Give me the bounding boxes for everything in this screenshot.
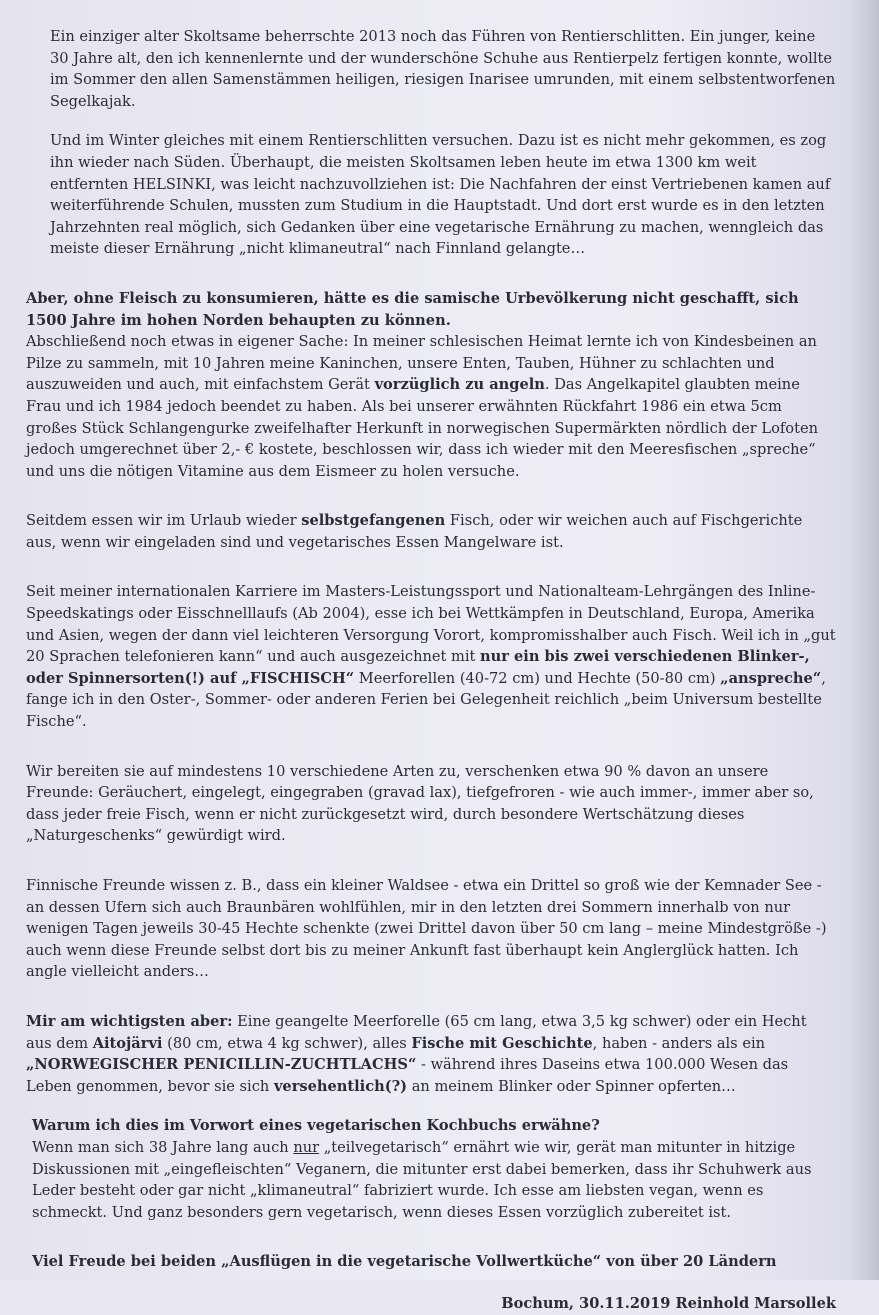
document-body [26, 26, 836, 1315]
closing-line: Viel Freude bei beiden „Ausflügen in die vegetarische Vollwertküche“ von über 20 Ländern [32, 1253, 777, 1271]
text-segment: , haben - anders als ein [592, 1034, 766, 1052]
text-segment: - während ihres Daseins etwa 100.000 Wesen das Leben genommen, bevor sie sich [26, 1056, 789, 1095]
paragraph-skoltsame: Ein einziger alter Skoltsame beherrschte 2013 noch das Führen von Rentierschlitten. Ein junger, keine 30 Jahre alt, den ich kennenlernte und der wunderschöne Schuhe aus Rentierpelz fertigen konnte, wollte im Sommer den allen Samenstämmen heiligen, riesigen Inarisee umrunden, mit einem selbstentworfenen Segelkajak. [50, 28, 836, 110]
paragraph-selbstgefangen [26, 510, 836, 553]
text-segment: Abschließend noch etwas in eigener Sache: In meiner schlesischen Heimat lernte ich von Kindesbeinen an Pilze zu sammeln, mit 10 Jahren meine Kaninchen, unsere Enten, Tauben, Hühner zu schlachten und auszuweiden und auch, mit einfachstem Gerät [26, 333, 817, 394]
bold-segment: selbstgefangenen [301, 512, 446, 530]
paragraph-viel-freude [26, 1251, 836, 1273]
page-edge-shadow [849, 0, 879, 1280]
text-segment: (80 cm, etwa 4 kg schwer), alles [162, 1034, 412, 1052]
paragraph-urbevoelkerung [26, 288, 836, 331]
bold-statement: Aber, ohne Fleisch zu konsumieren, hätte es die samische Urbevölkerung nicht geschafft, sich 1500 Jahre im hohen Norden behaupten zu können. [26, 289, 799, 329]
paragraph-heading-warum [26, 1115, 836, 1137]
text-segment: an meinem Blinker oder Spinner opferten… [407, 1077, 736, 1095]
paragraph-winter: Und im Winter gleiches mit einem Rentierschlitten versuchen. Dazu ist es nicht mehr gekommen, es zog ihn wieder nach Süden. Überhaupt, die meisten Skoltsamen leben heute im etwa 1300 km weit entfernten HELSINKI, was leicht nachzuvollziehen ist: Die Nachfahren der einst Vertriebenen kamen auf weiterführende Schulen, mussten zum Studium in die Hauptstadt. Und dort erst wurde es in den letzten Jahrzehnten real möglich, sich Gedanken über eine vegetarische Ernährung zu machen, wenngleich das meiste dieser Ernährung „nicht klimaneutral“ nach Finnland gelangte… [50, 132, 831, 258]
text-segment: Fisch, oder wir weichen auch auf Fischgerichte aus, wenn wir eingeladen sind und vegetarisches Essen Mangelware ist. [26, 512, 803, 551]
bold-segment: versehentlich(?) [273, 1077, 408, 1095]
bold-segment: vorzüglich zu angeln [374, 376, 545, 394]
text-segment: Seit meiner internationalen Karriere im Masters-Leistungssport und Nationalteam-Lehrgängen des Inline-Speedskatings oder Eisschnelllaufs (Ab 2004), esse ich bei Wettkämpfen in Deutschland, Europa, Amerika und Asien, wegen der dann viel leichteren Versorgung Vorort, kompromisshalber auch Fisch. Weil ich in „gut 20 Sprachen telefonieren kann“ und auch ausgezeichnet mit [26, 583, 836, 666]
text-segment: , fange ich in den Oster-, Sommer- oder anderen Ferien bei Gelegenheit reichlich „beim Universum bestellte Fische“. [26, 669, 826, 731]
paragraph-eigene-sache [26, 331, 836, 482]
underlined-segment: nur [293, 1138, 320, 1156]
bold-segment: Mir am wichtigsten aber: [26, 1012, 233, 1030]
paragraph-waldsee: Finnische Freunde wissen z. B., dass ein kleiner Waldsee - etwa ein Drittel so groß wie der Kemnader See - an dessen Ufern sich auch Braunbären wohlfühlen, mir in den letzten drei Sommern innerhalb von nur wenigen Tagen jeweils 30-45 Hechte schenkte (zwei Drittel davon über 50 cm lang – meine Mindestgröße -) auch wenn diese Freunde selbst dort bis zu meiner Ankunft fast überhaupt kein Anglerglück hatten. Ich angle vielleicht anders… [26, 877, 827, 981]
text-segment: „teilvegetarisch“ ernährt wie wir, gerät man mitunter in hitzige Diskussionen mit „eingefleischten“ Veganern, die mitunter erst dabei bemerken, dass ihr Schuhwerk aus Leder besteht oder gar nicht „klimaneutral“ fabriziert wurde. Ich esse am liebsten vegan, wenn es schmeckt. Und ganz besonders gern vegetarisch, wenn dieses Essen vorzüglich zubereitet ist. [32, 1138, 812, 1221]
bold-segment: „anspreche“ [720, 669, 822, 687]
signature-line: Bochum, 30.11.2019 Reinhold Marsollek [501, 1294, 836, 1312]
text-segment: Eine geangelte Meerforelle (65 cm lang, etwa 3,5 kg schwer) oder ein Hecht aus dem [26, 1012, 807, 1052]
bold-segment: nur ein bis zwei verschiedenen Blinker-, oder Spinnersorten(!) auf „FISCHISCH“ [26, 648, 810, 687]
text-segment: Meerforellen (40-72 cm) und Hechte (50-80 cm) [354, 669, 721, 687]
bold-segment: Aitojärvi [92, 1034, 163, 1052]
bold-segment: Fische mit Geschichte [411, 1034, 593, 1052]
text-segment: . Das Angelkapitel glaubten meine Frau und ich 1984 jedoch beendet zu haben. Als bei unserer erwähnten Rückfahrt 1986 ein etwa 5cm großes Stück Schlangengurke zweifelhafter Herkunft in norwegischen Supermärkten nördlich der Lofoten jedoch umgerechnet über 2,- € kostete, beschlossen wir, dass ich wieder mit den Meeresfischen „spreche“ und uns die nötigen Vitamine aus dem Eismeer zu holen versuche. [26, 376, 818, 480]
section-heading: Warum ich dies im Vorwort eines vegetarischen Kochbuchs erwähne? [32, 1117, 600, 1135]
text-segment: Wenn man sich 38 Jahre lang auch [32, 1138, 294, 1156]
paragraph-teilvegetarisch [26, 1137, 836, 1223]
paragraph-karriere [26, 581, 836, 732]
bold-segment: „NORWEGISCHER PENICILLIN-ZUCHTLACHS“ [26, 1056, 417, 1074]
text-segment: Seitdem essen wir im Urlaub wieder [26, 512, 302, 530]
paragraph-zubereitung: Wir bereiten sie auf mindestens 10 verschiedene Arten zu, verschenken etwa 90 % davon an unsere Freunde: Geräuchert, eingelegt, eingegraben (gravad lax), tiefgefroren - wie auch immer-, immer aber so, dass jeder freie Fisch, wenn er nicht zurückgesetzt wird, durch besondere Wertschätzung dieses „Naturgeschenks“ gewürdigt wird. [26, 762, 814, 845]
paragraph-wichtigsten [26, 1011, 836, 1097]
